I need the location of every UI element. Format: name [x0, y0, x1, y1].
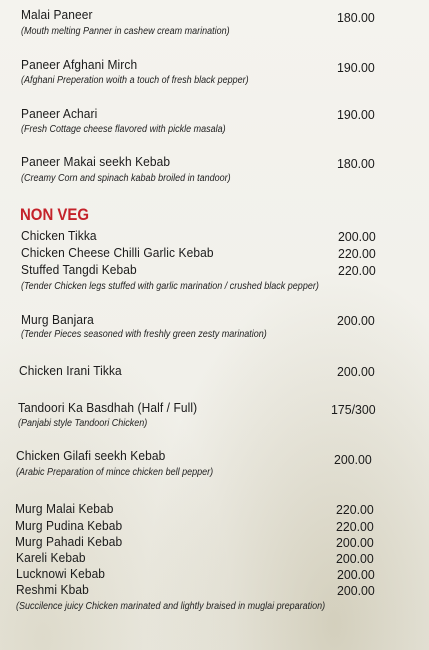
item-name: Malai Paneer [21, 7, 93, 22]
item-description: (Fresh Cottage cheese flavored with pickle masala) [21, 124, 226, 135]
item-name: Reshmi Kbab [16, 582, 89, 597]
item-price: 200.00 [334, 452, 372, 467]
item-price: 200.00 [336, 551, 374, 566]
item-name: Paneer Afghani Mirch [21, 57, 138, 72]
item-name: Chicken Gilafi seekh Kebab [16, 448, 166, 463]
item-price: 220.00 [338, 263, 376, 278]
item-price: 180.00 [337, 10, 375, 25]
item-description: (Afghani Preperation woith a touch of fresh black pepper) [21, 75, 249, 86]
item-price: 200.00 [337, 313, 375, 328]
item-price: 200.00 [337, 583, 375, 598]
item-name: Murg Banjara [21, 312, 94, 327]
item-name: Chicken Irani Tikka [19, 363, 122, 378]
item-price: 175/300 [331, 402, 376, 417]
group-description: (Tender Chicken legs stuffed with garlic marination / crushed black pepper) [21, 281, 319, 292]
item-name: Lucknowi Kebab [16, 566, 106, 581]
item-description: (Tender Pieces seasoned with freshly green zesty marination) [21, 329, 267, 340]
item-description: (Creamy Corn and spinach kabab broiled in tandoor) [21, 173, 231, 184]
item-price: 190.00 [337, 107, 375, 122]
item-price: 180.00 [337, 156, 375, 171]
item-price: 200.00 [338, 229, 376, 244]
item-description: (Mouth melting Panner in cashew cream marination) [21, 26, 230, 37]
item-name: Kareli Kebab [16, 550, 86, 565]
item-name: Murg Pudina Kebab [15, 518, 123, 533]
item-name: Chicken Tikka [21, 228, 97, 243]
item-name: Murg Malai Kebab [15, 501, 114, 516]
item-price: 200.00 [337, 364, 375, 379]
item-price: 220.00 [336, 502, 374, 517]
item-name: Paneer Makai seekh Kebab [21, 154, 171, 169]
item-name: Stuffed Tangdi Kebab [21, 262, 137, 277]
item-description: (Panjabi style Tandoori Chicken) [18, 418, 148, 429]
section-heading-non-veg: NON VEG [20, 205, 89, 224]
item-price: 190.00 [337, 60, 375, 75]
item-name: Tandoori Ka Basdhah (Half / Full) [18, 400, 198, 415]
group-description: (Succilence juicy Chicken marinated and lightly braised in muglai preparation) [16, 601, 326, 612]
item-price: 220.00 [336, 519, 374, 534]
item-price: 220.00 [338, 246, 376, 261]
item-name: Murg Pahadi Kebab [15, 534, 123, 549]
item-price: 200.00 [336, 535, 374, 550]
item-name: Chicken Cheese Chilli Garlic Kebab [21, 245, 214, 260]
item-price: 200.00 [337, 567, 375, 582]
item-name: Paneer Achari [21, 106, 98, 121]
item-description: (Arabic Preparation of mince chicken bell pepper) [16, 467, 214, 478]
